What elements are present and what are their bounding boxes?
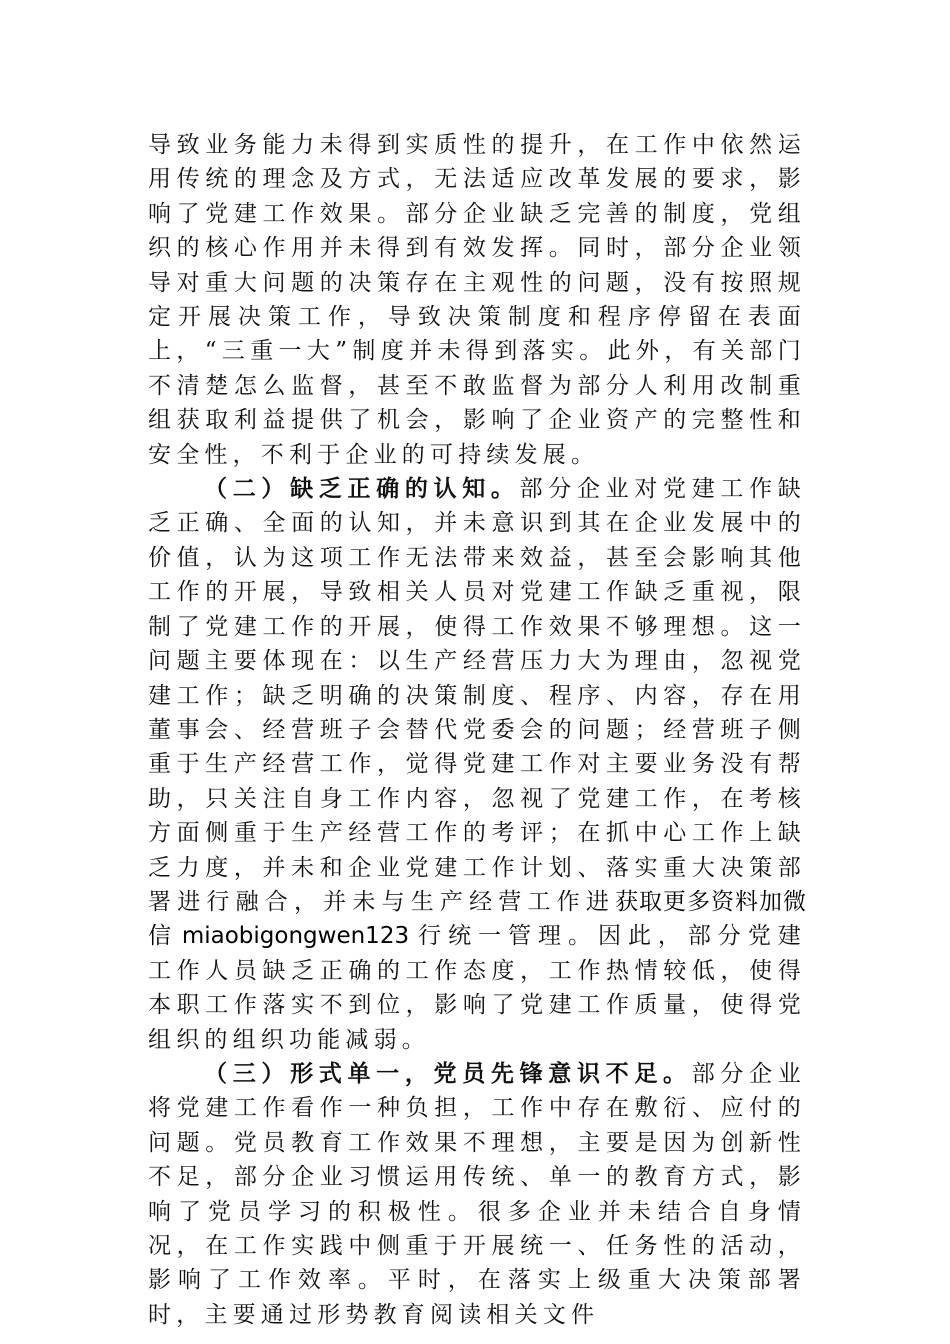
paragraph-3-text: 部分企业将党建工作看作一种负担，工作中存在敷衍、应付的问题。党员教育工作效果不理想，主要是因为创新性不足，部分企业习惯运用传统、单一的教育方式，影响了党员学习的积极性。很多企业并未结合自身情况，在工作实践中侧重于开展统一、任务性的活动，影响了工作效率。平时，在落实上级重大决策部署时，主要通过形势教育阅读相关文件: [148, 1060, 806, 1328]
paragraph-2-text-after: 行统一管理。因此，部分党建工作人员缺乏正确的工作态度，工作热情较低，使得本职工作落实不到位，影响了党建工作质量，使得党组织的组织功能减弱。: [148, 923, 806, 1053]
paragraph-1-text: 导致业务能力未得到实质性的提升，在工作中依然运用传统的理念及方式，无法适应改革发展的要求，影响了党建工作效果。部分企业缺乏完善的制度，党组织的核心作用并未得到有效发挥。同时，部分企业领导对重大问题的决策存在主观性的问题，没有按照规定开展决策工作，导致决策制度和程序停留在表面上，“三重一大”制度并未得到落实。此外，有关部门不清楚怎么监督，甚至不敢监督为部分人利用改制重组获取利益提供了机会，影响了企业资产的完整性和安全性，不利于企业的可持续发展。: [148, 132, 806, 468]
paragraph-3: [148, 1057, 806, 1332]
paragraph-1: [148, 128, 806, 472]
document-page: [148, 128, 806, 1332]
watermark-text: 获取更多资料加微信 miaobigongwen123: [148, 888, 807, 950]
paragraph-2: [148, 472, 806, 1057]
section-heading-2: （二）缺乏正确的认知。: [204, 475, 520, 503]
paragraph-2-text-before: 部分企业对党建工作缺乏正确、全面的认知，并未意识到其在企业发展中的价值，认为这项工作无法带来效益，甚至会影响其他工作的开展，导致相关人员对党建工作缺乏重视，限制了党建工作的开展，使得工作效果不够理想。这一问题主要体现在：以生产经营压力大为理由，忽视党建工作；缺乏明确的决策制度、程序、内容，存在用董事会、经营班子会替代党委会的问题；经营班子侧重于生产经营工作，觉得党建工作对主要业务没有帮助，只关注自身工作内容，忽视了党建工作，在考核方面侧重于生产经营工作的考评；在抓中心工作上缺乏力度，并未和企业党建工作计划、落实重大决策部署进行融合，并未与生产经营工作进: [148, 476, 807, 915]
section-heading-3: （三）形式单一，党员先锋意识不足。: [204, 1059, 692, 1087]
